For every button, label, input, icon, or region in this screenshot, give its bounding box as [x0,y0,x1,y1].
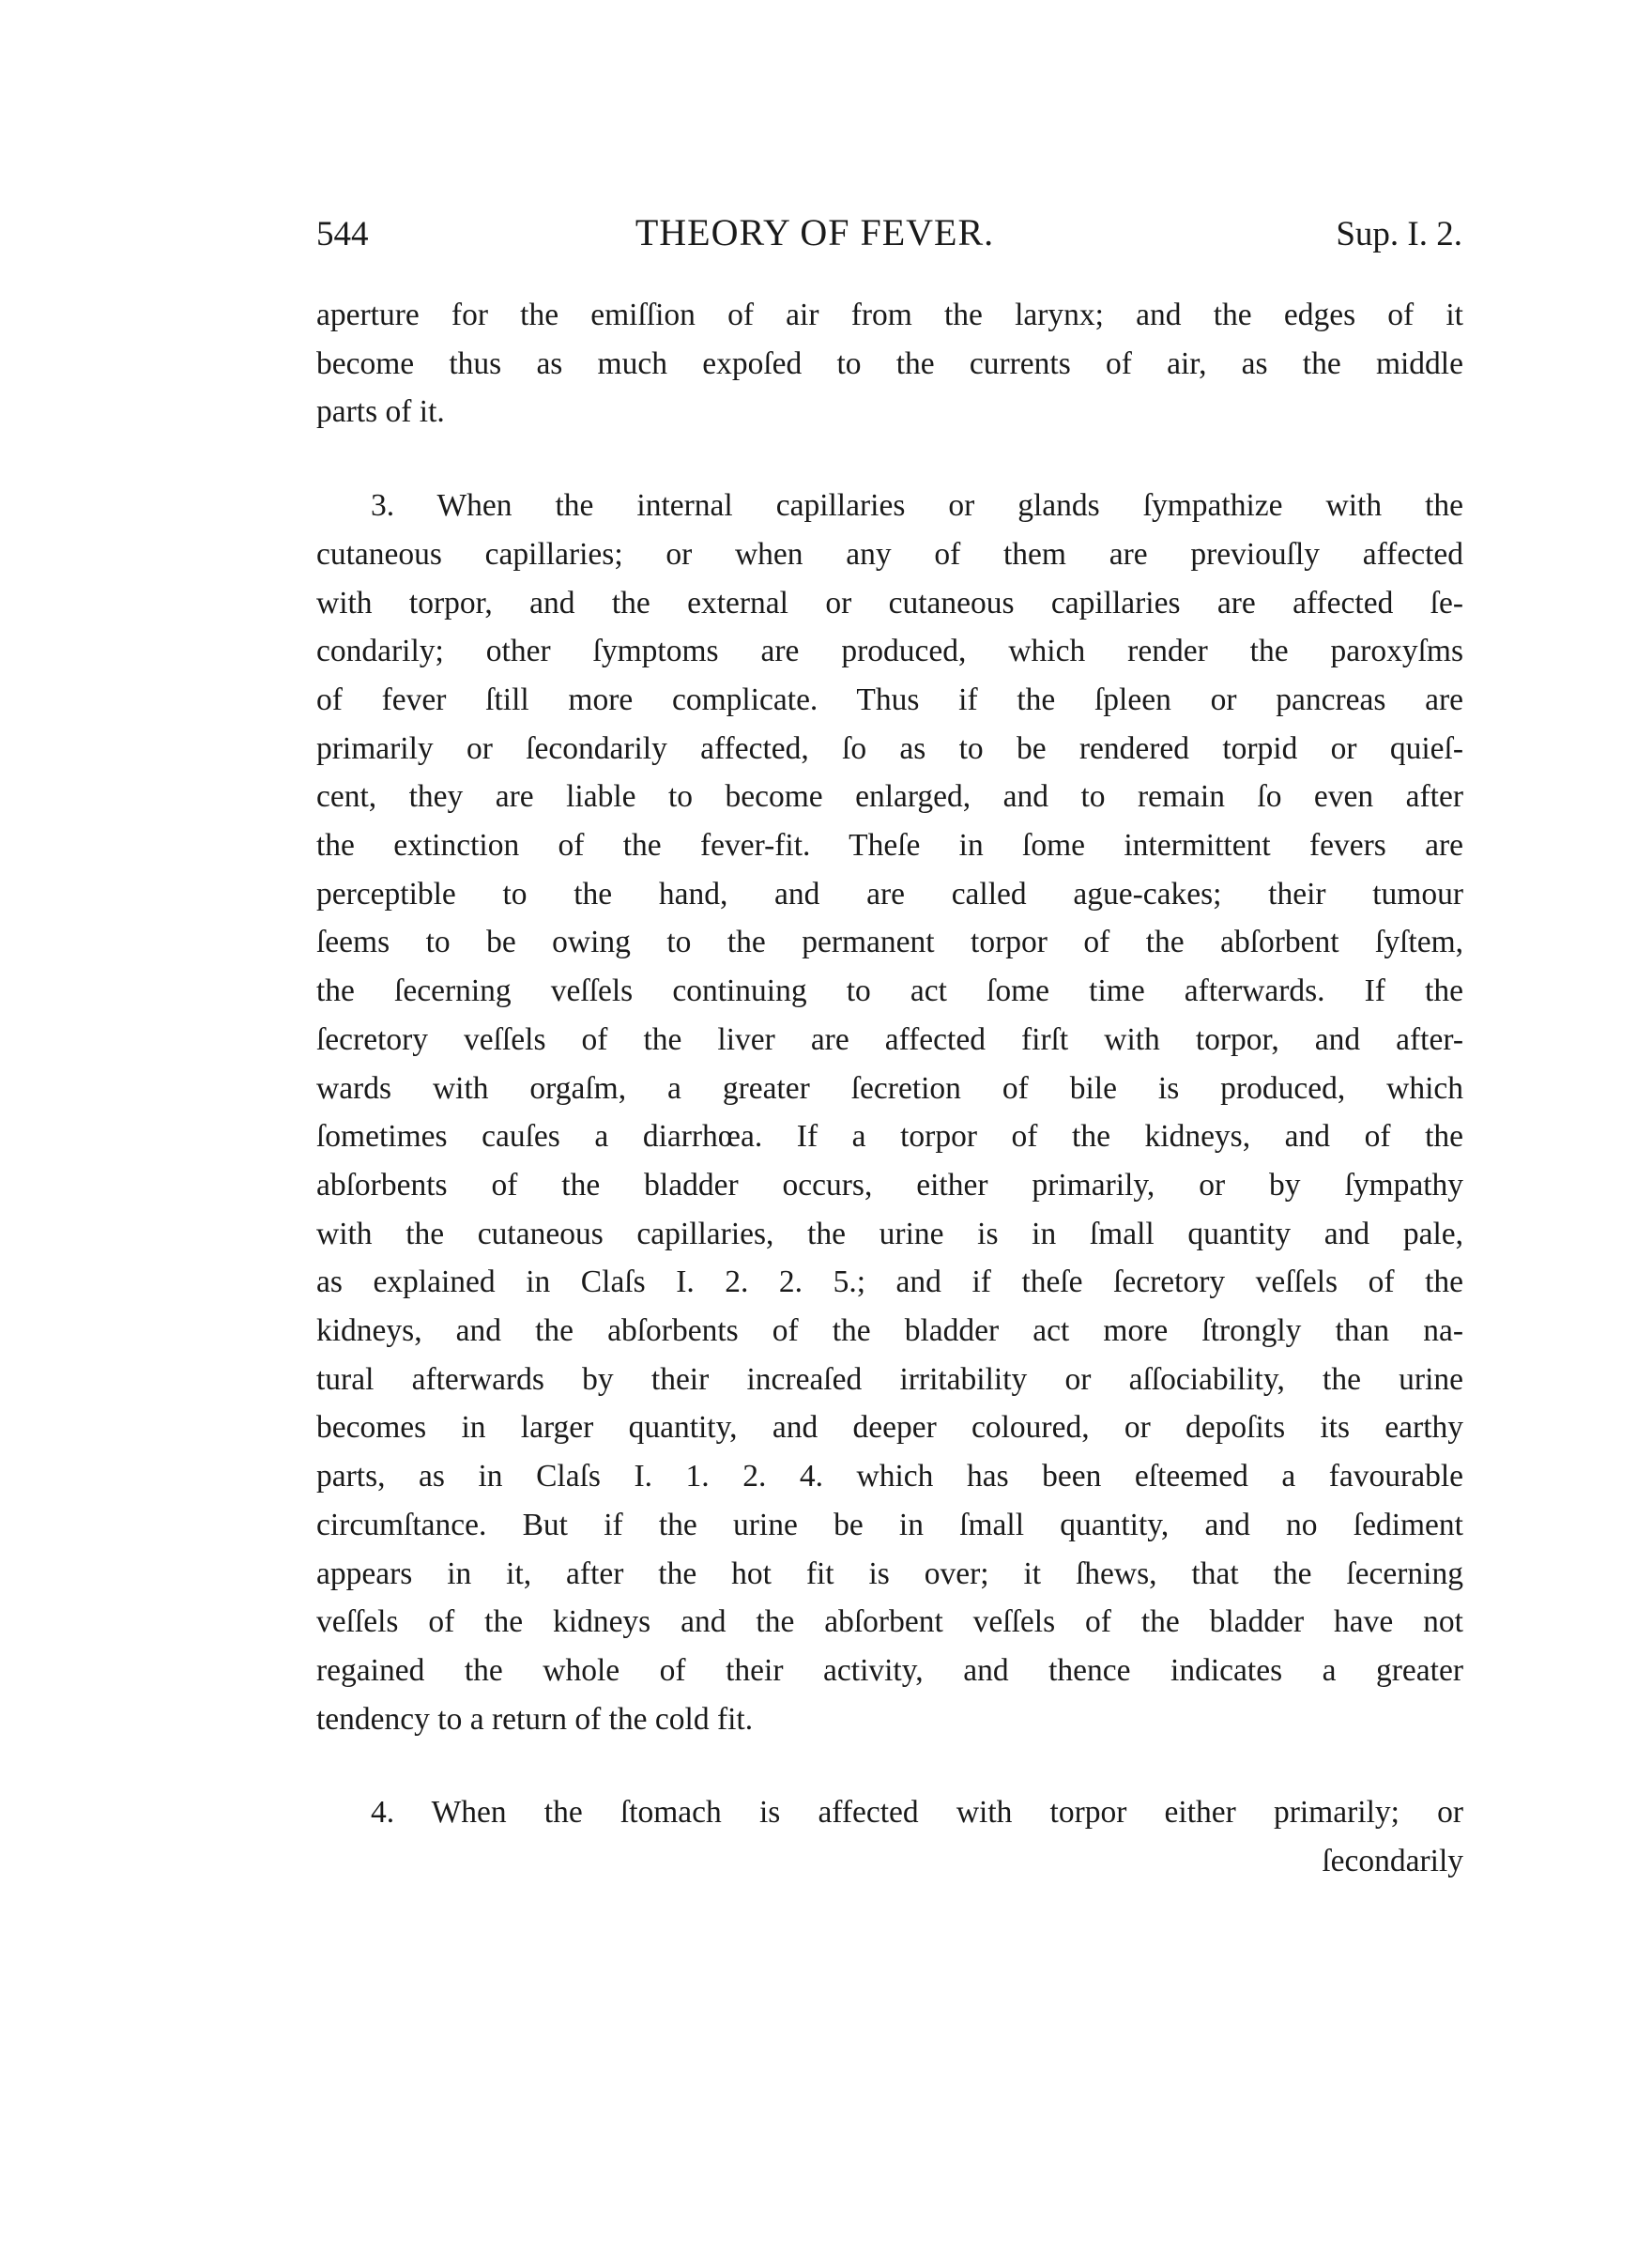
text-line: 4. When the ſtomach is affected with torpor either primarily; or [371,1795,1463,1831]
text-line: cutaneous capillaries; or when any of them are previouſly affected [316,536,1463,572]
text-line: ſecretory veſſels of the liver are affected firſt with torpor, and after- [316,1021,1463,1057]
text-line: perceptible to the hand, and are called ague-cakes; their tumour [316,876,1463,912]
text-line: abſorbents of the bladder occurs, either primarily, or by ſympathy [316,1167,1463,1203]
text-line: cent, they are liable to become enlarged, and to remain ſo even after [316,779,1463,815]
text-line: tural afterwards by their increaſed irritability or aſſociability, the urine [316,1361,1463,1397]
text-line: become thus as much expoſed to the currents of air, as the middle [316,345,1463,381]
text-line: kidneys, and the abſorbents of the bladder act more ſtrongly than na- [316,1313,1463,1349]
text-line: wards with orgaſm, a greater ſecretion of bile is produced, which [316,1070,1463,1106]
text-line: primarily or ſecondarily affected, ſo as to be rendered torpid or quieſ- [316,730,1463,766]
text-line: condarily; other ſymptoms are produced, which render the paroxyſms [316,634,1463,669]
text-line: with the cutaneous capillaries, the urine is in ſmall quantity and pale, [316,1216,1463,1251]
paragraph [316,482,1463,1743]
text-line: as explained in Claſs I. 2. 2. 5.; and if theſe ſecretory veſſels of the [316,1264,1463,1300]
text-line: parts, as in Claſs I. 1. 2. 4. which has been eſteemed a favourable [316,1459,1463,1494]
text-line: regained the whole of their activity, and thence indicates a greater [316,1652,1463,1688]
text-line: parts of it. [316,394,445,430]
text-line: ſeems to be owing to the permanent torpor of the abſorbent ſyſtem, [316,925,1463,960]
paragraph [316,291,1463,437]
page-number: 544 [316,215,369,253]
text-line: the extinction of the fever-fit. Theſe in ſome intermittent fevers are [316,828,1463,864]
running-title: THEORY OF FEVER. [635,211,995,253]
paragraph [316,1788,1463,1885]
text-line: the ſecerning veſſels continuing to act ſome time afterwards. If the [316,973,1463,1009]
text-line: aperture for the emiſſion of air from the larynx; and the edges of it [316,298,1463,332]
text-line: circumſtance. But if the urine be in ſmall quantity, and no ſediment [316,1507,1463,1542]
text-line: tendency to a return of the cold fit. [316,1701,754,1737]
text-line: appears in it, after the hot fit is over; it ſhews, that the ſecerning [316,1556,1463,1591]
text-line: with torpor, and the external or cutaneous capillaries are affected ſe- [316,585,1463,621]
text-line: ſecondarily [1322,1844,1463,1879]
text-line: becomes in larger quantity, and deeper coloured, or depoſits its earthy [316,1410,1463,1446]
body-text [316,291,1463,1931]
text-line: 3. When the internal capillaries or glands ſympathize with the [371,488,1463,524]
text-line: veſſels of the kidneys and the abſorbent veſſels of the bladder have not [316,1604,1463,1640]
text-line: of fever ſtill more complicate. Thus if the ſpleen or pancreas are [316,682,1463,717]
text-line: ſometimes cauſes a diarrhœa. If a torpor of the kidneys, and of the [316,1119,1463,1155]
section-reference: Sup. I. 2. [1336,215,1462,253]
